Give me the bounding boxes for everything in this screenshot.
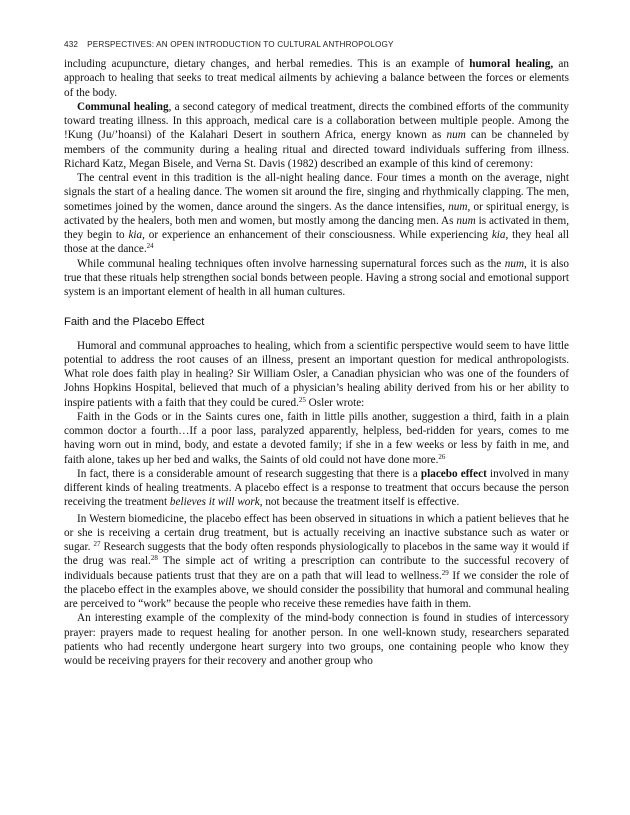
text-run: or spiritual energy, is activated by the healers, both men and women, but mostly among the dancing men. As: [64, 200, 569, 227]
italic-term: believes it will work: [169, 496, 260, 509]
running-header: [64, 40, 569, 52]
italic-term: kia: [491, 229, 506, 241]
footnote-ref[interactable]: 28: [150, 554, 158, 563]
paragraph-placebo-definition: [64, 467, 569, 510]
paragraph-communal-social-bonds: [64, 257, 569, 300]
text-run: The simple act of writing a prescription can contribute to the successful recovery of individuals because patients trust that they are on a path that will lead to wellness.: [64, 555, 569, 582]
text-run: , not because the treatment itself is effective.: [259, 496, 460, 509]
text-run: Research suggests that the body often responds physiologically to placebos in the same way it would if the drug was real.: [64, 541, 569, 568]
block-quote-osler: [64, 410, 569, 467]
text-run: involved in many different kinds of healing treatments. A placebo effect is a response to treatment that occurs because the person receiving the treatment: [64, 467, 569, 509]
text-run: If we consider the role of the placebo effect in the examples above, we should consider the possibility that humoral and communal healing are perceived to “work” because the people who receive these remedies have faith in them.: [64, 569, 569, 610]
text-run: Faith in the Gods or in the Saints cures one, faith in little pills another, suggestion a third, faith in a plain common doctor a fourth…If a poor lass, paralyzed apparently, helpless, bed-ridden for years, comes to me having worn out in mind, body, and estate a devoted family; if she in a few weeks or less by faith in me, and faith alone, takes up her bed and walks, the Saints of old could not have done more.: [64, 410, 569, 466]
body-text: [64, 57, 569, 668]
text-run: , a second category of medical treatment, directs the combined efforts of the community toward treating illness. In this approach, medical care is a collaboration between multiple people. Among the !Kung (Ju/’hoansi) of the Kalahari Desert in southern Africa, energy known as: [64, 100, 569, 142]
text-run: is activated in them, they begin to: [64, 214, 569, 241]
italic-term: num: [456, 214, 476, 227]
text-run: , they heal all those at the dance.: [64, 229, 569, 256]
paragraph-humoral-healing: [64, 57, 569, 100]
document-page: [64, 40, 569, 668]
text-run: While communal healing techniques often involve harnessing supernatural forces such as the: [77, 257, 505, 270]
text-run: Humoral and communal approaches to healing, which from a scientific perspective would seem to have little potential to address the root causes of an illness, present an important question for medical anthropologists. What role does faith play in healing? Sir William Osler, a Canadian physician who was one of the founders of Johns Hopkins Hospital, believed that much of a physician’s healing ability derived from his or her ability to inspire patients with a faith that they could be cured.: [64, 339, 569, 409]
term-placebo-effect: placebo effect: [420, 467, 487, 480]
text-run: , or experience an enhancement of their consciousness. While experiencing: [142, 229, 492, 241]
footnote-ref[interactable]: 26: [438, 452, 446, 461]
block-quote-katz: [64, 171, 569, 257]
italic-term: num: [504, 257, 525, 270]
footnote-ref[interactable]: 27: [93, 540, 101, 548]
italic-term: kia: [128, 229, 143, 241]
term-humoral-healing: humoral healing,: [469, 58, 554, 70]
text-run: , it is also true that these rituals help strengthen social bonds between people. Having a strong social and emotional support system is an important element of health in all human cultures.: [64, 257, 570, 298]
paragraph-western-biomedicine: [64, 512, 569, 612]
running-title: PERSPECTIVES: AN OPEN INTRODUCTION TO CULTURAL ANTHROPOLOGY: [87, 40, 394, 49]
page-number: 432: [64, 40, 79, 49]
text-run: Osler wrote:: [305, 396, 365, 409]
italic-term: num: [446, 129, 466, 142]
paragraph-intercessory-prayer: [64, 611, 569, 668]
text-run: In fact, there is a considerable amount of research suggesting that there is a: [77, 467, 421, 480]
footnote-ref[interactable]: 25: [298, 395, 306, 404]
text-run: An interesting example of the complexity of the mind-body connection is found in studies of intercessory prayer: prayers made to request healing for another person. In one well-known study, researchers separated patients who had recently undergone heart surgery into two groups, one containing people who know they would be receiving prayers for their recovery and another group who: [64, 612, 569, 667]
text-run: including acupuncture, dietary changes, and herbal remedies. This is an example of: [64, 58, 470, 70]
text-run: The central event in this tradition is the all-night healing dance. Four times a month on the average, night signals the start of a healing dance. The women sit around the fire, singing and rhythmically clapping. The men, sometimes joined by the women, dance around the singers. As the dance intensifies,: [64, 172, 569, 213]
paragraph-faith-role: [64, 339, 569, 410]
text-run: an approach to healing that seeks to treat medical ailments by achieving a balance between the forces or elements of the body.: [64, 58, 569, 99]
paragraph-communal-healing: [64, 100, 569, 171]
footnote-ref[interactable]: 29: [441, 568, 449, 577]
section-heading: Faith and the Placebo Effect: [64, 316, 205, 329]
footnote-ref[interactable]: 24: [146, 242, 154, 251]
italic-term: num,: [448, 200, 471, 213]
text-run: In Western biomedicine, the placebo effect has been observed in situations in which a patient believes that he or she is receiving a certain drug treatment, but is actually receiving an inactive substance such as water or sugar.: [64, 512, 569, 553]
text-run: can be channeled by members of the community during a healing ritual and directed toward individuals suffering from illness. Richard Katz, Megan Bisele, and Verna St. Davis (1982) described an example of this kind of ceremony:: [64, 129, 569, 170]
term-communal-healing: Communal healing: [77, 100, 169, 113]
